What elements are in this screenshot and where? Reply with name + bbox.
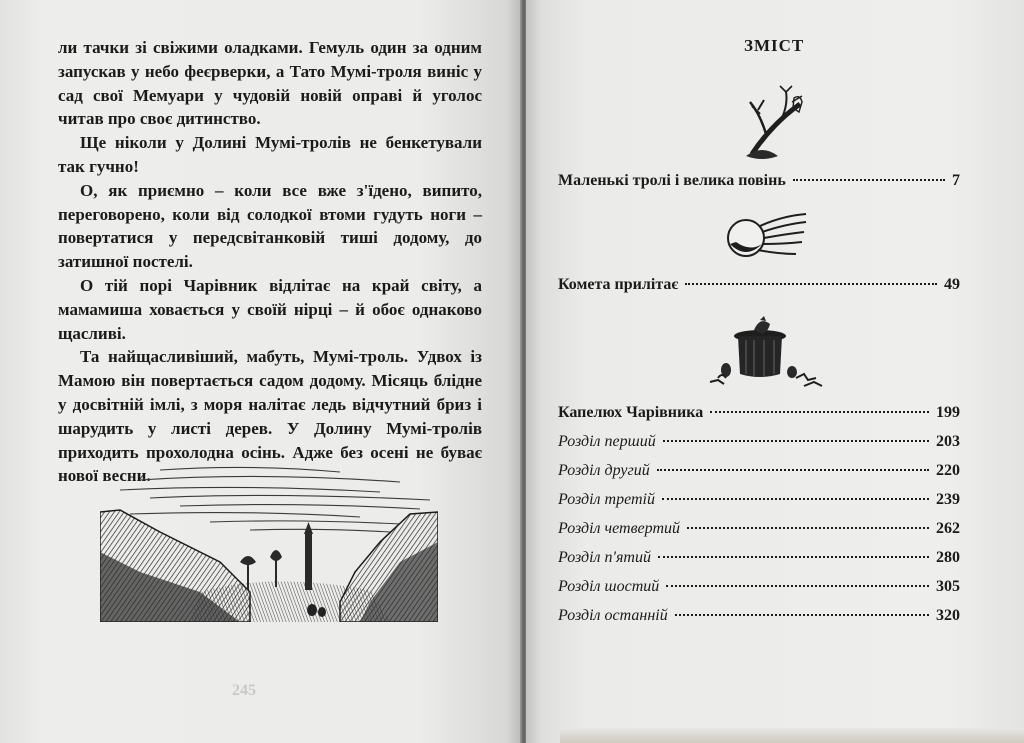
toc-entry-page: 203 (936, 433, 960, 450)
folio-ghost: 245 (232, 682, 256, 699)
toc-entry-label: Розділ другий (558, 462, 650, 479)
toc-leader-dots (685, 283, 937, 285)
toc-entry-label: Капелюх Чарівника (558, 404, 704, 421)
toc-leader-dots (657, 469, 929, 471)
toc-entry-label: Розділ п'ятий (558, 549, 651, 566)
toc-leader-dots (675, 614, 929, 616)
toc-entry[interactable] (558, 607, 960, 631)
toc-entry[interactable] (558, 462, 960, 486)
toc-leader-dots (666, 585, 929, 587)
toc-entry-label: Розділ останній (558, 607, 668, 624)
paragraph-1: ли тачки зі свіжими оладками. Гемуль один за одним запускав у небо феєрверки, а Тато Мумі-троля виніс у сад свої Мемуари у чудовій новій оправі й уголос читав про своє дитинство. (58, 38, 482, 129)
paragraph-2: Ще ніколи у Долині Мумі-тролів не бенкетували так гучно! (58, 133, 482, 176)
toc-entry-page: 262 (936, 520, 960, 537)
toc-entry[interactable] (558, 549, 960, 573)
toc-entry[interactable] (558, 172, 960, 196)
page-bottom-edge (560, 728, 1024, 743)
toc-entry-label: Маленькі тролі і велика повінь (558, 172, 786, 189)
body-text (58, 36, 482, 488)
toc-entry-page: 7 (952, 172, 960, 189)
toc-entry-label: Комета прилітає (558, 276, 679, 293)
toc-entry[interactable] (558, 276, 960, 300)
toc-entry[interactable] (558, 520, 960, 544)
comet-vignette-icon (716, 208, 808, 266)
toc-leader-dots (793, 179, 945, 181)
toc-leader-dots (662, 498, 929, 500)
toc-leader-dots (663, 440, 929, 442)
toc-entry-page: 305 (936, 578, 960, 595)
toc-title: ЗМІСТ (744, 36, 805, 55)
toc-entry-page: 320 (936, 607, 960, 624)
paragraph-3: О, як приємно – коли все вже з'їдено, випито, переговорено, коли від солодкої втоми гудуть ноги – повертатися у передсвітанковій тиші додому, до затишної постелі. (58, 180, 482, 272)
toc-entry-label: Розділ четвертий (558, 520, 680, 537)
toc-entry-label: Розділ третій (558, 491, 655, 508)
toc-leader-dots (658, 556, 929, 558)
toc-entry-page: 220 (936, 462, 960, 479)
toc-entry[interactable] (558, 433, 960, 457)
toc-leader-dots (687, 527, 929, 529)
magician-hat-vignette-icon (704, 316, 826, 392)
landscape-illustration (100, 462, 438, 622)
tree-branch-vignette-icon (742, 84, 810, 162)
toc-entry[interactable] (558, 491, 960, 515)
toc-leader-dots (710, 411, 929, 413)
toc-entry-page: 49 (944, 276, 960, 293)
toc-entry-page: 239 (936, 491, 960, 508)
toc-entry-label: Розділ перший (558, 433, 656, 450)
toc-entry-page: 199 (936, 404, 960, 421)
toc-entry-label: Розділ шостий (558, 578, 660, 595)
paragraph-5: Та найщасливіший, мабуть, Мумі-троль. Удвох із Мамою він повертається садом додому. Місяць блідне у досвітній імлі, з моря налітає ледь відчутний бриз і шарудить у листі дерев. У Долину Мумі-тролів приходить прохолодна осінь. Адже без осені не буває нової весни. (58, 347, 482, 486)
toc-entry[interactable] (558, 404, 960, 428)
toc-entry[interactable] (558, 578, 960, 602)
paragraph-4: О тій порі Чарівник відлітає на край світу, а мамамиша ховається у своїй нірці – й обоє однаково щасливі. (58, 275, 482, 343)
toc-entry-page: 280 (936, 549, 960, 566)
